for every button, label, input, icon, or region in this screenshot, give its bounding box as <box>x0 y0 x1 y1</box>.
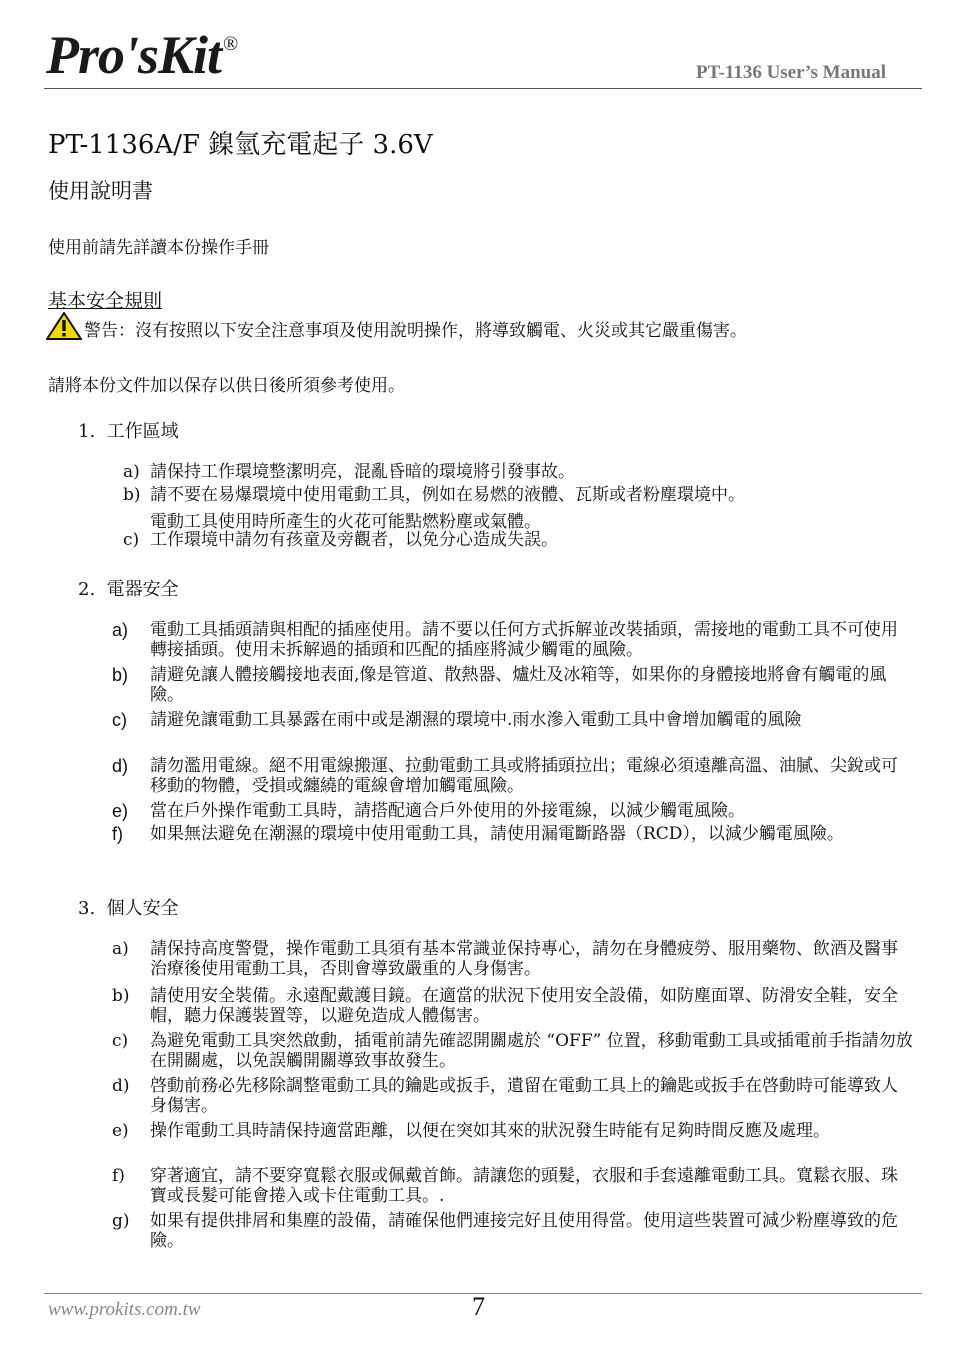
item-text: 為避免電動工具突然啟動，插電前請先確認開關處於 “OFF” 位置，移動電動工具或插電前手指請勿放在開關處，以免誤觸開關導致事故發生。 <box>150 1031 913 1071</box>
item-text: 如果無法避免在潮濕的環境中使用電動工具，請使用漏電斷路器（RCD），以減少觸電風險。 <box>150 824 844 844</box>
item-label: a) <box>112 620 129 640</box>
page-number: 7 <box>472 1292 485 1321</box>
section-title: 電器安全 <box>106 579 179 600</box>
list-item <box>112 824 912 845</box>
warning-triangle-icon <box>46 312 84 345</box>
list-item <box>112 665 912 705</box>
item-text: 請保持高度警覺，操作電動工具須有基本常識並保持專心，請勿在身體疲勞、服用藥物、飲酒及醫事治療後使用電動工具，否則會導致嚴重的人身傷害。 <box>150 939 898 979</box>
list-item <box>123 485 903 505</box>
section-title: 個人安全 <box>106 898 179 919</box>
keep-note: 請將本份文件加以保存以供日後所須參考使用。 <box>48 376 405 396</box>
section-title: 工作區域 <box>106 421 179 442</box>
list-item <box>112 756 912 796</box>
item-text: 電動工具插頭請與相配的插座使用。請不要以任何方式拆解並改裝插頭，需接地的電動工具不可使用轉接插頭。使用未拆解過的插頭和匹配的插座將減少觸電的風險。 <box>150 620 898 660</box>
list-item <box>112 801 912 822</box>
item-label: b) <box>112 986 130 1006</box>
item-label: f) <box>112 1166 125 1186</box>
manual-title: PT-1136 User’s Manual <box>696 62 886 83</box>
document-subtitle: 使用說明書 <box>48 179 153 203</box>
item-label: g) <box>112 1211 130 1231</box>
registered-mark: ® <box>223 33 238 55</box>
item-label: b) <box>112 665 129 685</box>
section-number: 2. <box>78 579 96 600</box>
list-item <box>112 1211 914 1251</box>
list-item <box>112 1121 914 1141</box>
item-text: 請避免讓人體接觸接地表面,像是管道、散熱器、爐灶及冰箱等，如果你的身體接地將會有觸電的風險。 <box>150 665 887 705</box>
footer-url: www.prokits.com.tw <box>48 1299 201 1320</box>
header-divider <box>44 88 922 89</box>
section-number: 1. <box>78 421 96 442</box>
warning-line <box>46 312 747 345</box>
item-label: f) <box>112 824 123 844</box>
item-text: 請不要在易爆環境中使用電動工具，例如在易燃的液體、瓦斯或者粉塵環境中。 <box>150 485 745 505</box>
item-label: b) <box>123 485 141 505</box>
item-text: 工作環境中請勿有孩童及旁觀者，以免分心造成失誤。 <box>150 530 558 550</box>
list-item <box>112 1076 914 1116</box>
intro-text: 使用前請先詳讀本份操作手冊 <box>48 238 269 258</box>
list-item <box>112 986 914 1026</box>
page-title: PT-1136A/F 鎳氫充電起子 3.6V <box>48 130 433 160</box>
item-text: 請勿濫用電線。絕不用電線搬運、拉動電動工具或將插頭拉出；電線必須遠離高溫、油膩、尖銳或可移動的物體，受損或纏繞的電線會增加觸電風險。 <box>150 756 898 796</box>
item-text: 穿著適宜，請不要穿寬鬆衣服或佩戴首飾。請讓您的頭髮，衣服和手套遠離電動工具。寬鬆衣服、珠寶或長髮可能會捲入或卡住電動工具。. <box>150 1166 898 1206</box>
item-text: 當在戶外操作電動工具時，請搭配適合戶外使用的外接電線，以減少觸電風險。 <box>150 801 745 821</box>
warning-text: 警告：沒有按照以下安全注意事項及使用說明操作，將導致觸電、火災或其它嚴重傷害。 <box>84 321 747 341</box>
item-text: 操作電動工具時請保持適當距離，以便在突如其來的狀況發生時能有足夠時間反應及處理。 <box>150 1121 830 1141</box>
item-text: 請使用安全裝備。永遠配戴護目鏡。在適當的狀況下使用安全設備，如防塵面罩、防滑安全鞋，安全帽，聽力保護裝置等，以避免造成人體傷害。 <box>150 986 898 1026</box>
list-item <box>112 620 912 660</box>
item-label: c) <box>112 710 127 730</box>
item-text-continued: 電動工具使用時所產生的火花可能點燃粉塵或氣體。 <box>150 512 541 532</box>
item-text: 如果有提供排屑和集塵的設備，請確保他們連接完好且使用得當。使用這些裝置可減少粉塵導致的危險。 <box>150 1211 898 1251</box>
section-heading-work-area <box>78 417 179 443</box>
section-heading-personal-safety <box>78 894 179 920</box>
list-item <box>123 462 903 482</box>
brand-logo <box>46 25 238 85</box>
safety-heading: 基本安全規則 <box>48 290 163 312</box>
section-heading-electrical-safety <box>78 575 179 601</box>
list-item <box>123 530 903 550</box>
list-item <box>112 1166 914 1206</box>
logo-text: Pro'sKit <box>46 25 222 85</box>
item-text: 啓動前務必先移除調整電動工具的鑰匙或扳手，遺留在電動工具上的鑰匙或扳手在啓動時可能導致人身傷害。 <box>150 1076 898 1116</box>
list-item <box>112 710 912 731</box>
item-label: a) <box>112 939 129 959</box>
item-label: c) <box>112 1031 129 1051</box>
item-text: 請避免讓電動工具暴露在雨中或是潮濕的環境中.雨水滲入電動工具中會增加觸電的風險 <box>150 710 802 730</box>
section-number: 3. <box>78 898 96 919</box>
list-item <box>112 939 914 979</box>
item-label: e) <box>112 801 129 821</box>
item-label: e) <box>112 1121 129 1141</box>
item-label: d) <box>112 1076 130 1096</box>
item-label: d) <box>112 756 129 776</box>
item-label: a) <box>123 462 140 482</box>
list-item <box>112 1031 914 1071</box>
item-label: c) <box>123 530 140 550</box>
item-text: 請保持工作環境整潔明亮，混亂昏暗的環境將引發事故。 <box>150 462 575 482</box>
